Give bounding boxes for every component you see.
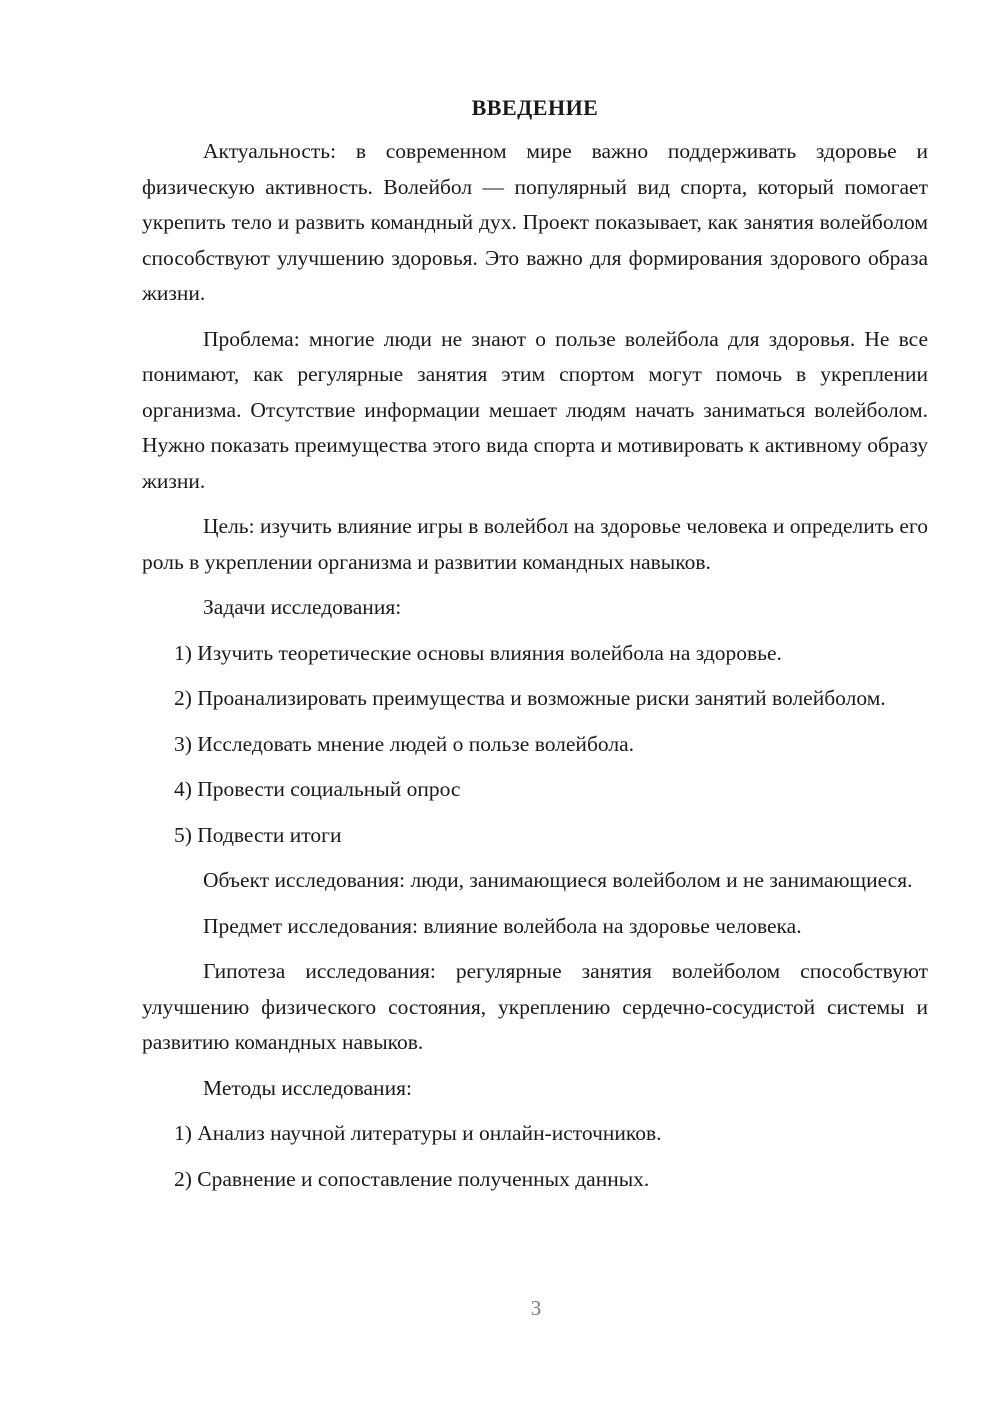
method-item-1: 1) Анализ научной литературы и онлайн-источников. (174, 1121, 662, 1145)
document-page (142, 88, 928, 1207)
relevance-paragraph: Актуальность: в современном мире важно поддерживать здоровье и физическую активность. Волейбол — популярный вид спорта, который помогает укрепить тело и развить командный дух. Проект показывает, как занятия волейболом способствуют улучшению здоровья. Это важно для формирования здорового образа жизни. (142, 139, 928, 305)
method-item-2: 2) Сравнение и сопоставление полученных данных. (174, 1166, 650, 1191)
tasks-heading: Задачи исследования: (203, 595, 402, 619)
methods-heading: Методы исследования: (203, 1075, 412, 1100)
task-item-2: 2) Проанализировать преимущества и возможные риски занятий волейболом. (174, 686, 886, 710)
page-number: 3 (530, 1296, 542, 1320)
problem-paragraph: Проблема: многие люди не знают о пользе волейбола для здоровья. Не все понимают, как регулярные занятия этим спортом могут помочь в укреплении организма. Отсутствие информации мешает людям начать заниматься волейболом. Нужно показать преимущества этого вида спорта и мотивировать к активному образу жизни. (142, 326, 928, 493)
task-item-1: 1) Изучить теоретические основы влияния волейбола на здоровье. (174, 640, 782, 665)
object-paragraph: Объект исследования: люди, занимающиеся волейболом и не занимающиеся. (203, 868, 913, 892)
task-item-3: 3) Исследовать мнение людей о пользе волейбола. (174, 731, 634, 756)
subject-paragraph: Предмет исследования: влияние волейбола на здоровье человека. (203, 913, 802, 938)
goal-paragraph: Цель: изучить влияние игры в волейбол на здоровье человека и определить его роль в укреплении организма и развитии командных навыков. (142, 514, 928, 574)
task-item-4: 4) Провести социальный опрос (174, 777, 461, 801)
task-item-5: 5) Подвести итоги (174, 822, 342, 847)
page-title: ВВЕДЕНИЕ (471, 95, 599, 120)
hypothesis-paragraph: Гипотеза исследования: регулярные занятия волейболом способствуют улучшению физического состояния, укреплению сердечно-сосудистой системы и развитию командных навыков. (142, 959, 928, 1054)
